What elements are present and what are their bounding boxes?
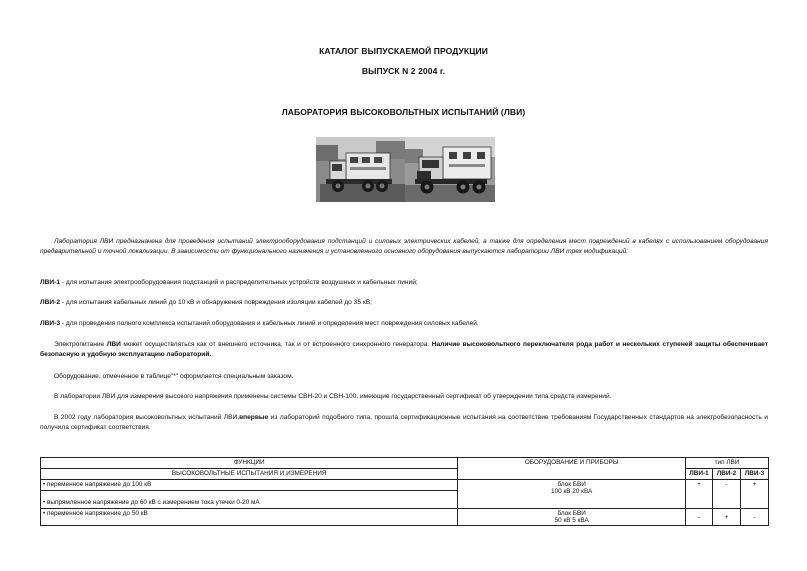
truck-photo-right: [405, 137, 495, 202]
table-row: [41, 509, 769, 526]
mod-code: ЛВИ-3: [40, 320, 60, 327]
power-text-c: может осуществляться как от внешнего источника, так и от встроенного синхронного генератора.: [120, 341, 432, 348]
order-note: Оборудование, отмеченное в таблице"*" оформляется специальным заказом.: [54, 373, 294, 380]
header-type: тип ЛВИ: [686, 458, 769, 469]
row-function: • выпрямленное напряжение до 60 кВ с измерением тока утечки 0-20 мА: [41, 491, 458, 509]
modification-lvi-3: [40, 319, 768, 329]
header-functions: ФУНКЦИИ: [41, 458, 458, 469]
power-text-a: Электропитание: [54, 341, 107, 348]
row-type-1: +: [686, 480, 713, 509]
row-type-2: +: [712, 509, 740, 526]
row-equipment: [458, 509, 686, 526]
cert-text-b: впервые: [239, 414, 269, 421]
cert-text-a: В 2002 году лаборатория высоковольтных испытаний ЛВИ,: [54, 414, 240, 421]
issue-number: ВЫПУСК N 2 2004 г.: [361, 66, 446, 76]
equipment-spec: 100 кВ 20 кВА: [551, 488, 593, 495]
row-type-3: -: [740, 509, 768, 526]
header-equipment: ОБОРУДОВАНИЕ И ПРИБОРЫ: [458, 458, 686, 480]
equipment-table: [40, 457, 769, 526]
row-type-3: +: [740, 480, 768, 509]
catalog-title: КАТАЛОГ ВЫПУСКАЕМОЙ ПРОДУКЦИИ: [319, 46, 488, 56]
mod-code: ЛВИ-2: [40, 299, 60, 306]
truck-photo-left: [316, 137, 406, 202]
type-lvi-1: ЛВИ-1: [686, 469, 713, 480]
row-function: • переменное напряжение до 50 кВ: [41, 509, 458, 526]
type-lvi-3: ЛВИ-3: [740, 469, 768, 480]
section-title: ЛАБОРАТОРИЯ ВЫСОКОВОЛЬТНЫХ ИСПЫТАНИЙ (ЛВИ): [281, 107, 526, 117]
certification-paragraph: [40, 413, 768, 433]
equipment-name: блок БВИ: [557, 481, 586, 488]
equipment-name: блок БВИ: [557, 510, 586, 517]
power-text-b: ЛВИ: [106, 341, 121, 348]
mod-text: - для испытания электрооборудования подстанций и распределительных устройств воздушных и кабельных линий;: [60, 279, 418, 286]
cert-text-c: из лабораторий подобного типа, прошла сертификационные испытания на соответствие требованиям Государственных стандартов на электробезопасность и получила сертификат соответствия.: [40, 414, 768, 431]
modification-lvi-1: [40, 278, 768, 288]
subheader-hv-tests: ВЫСОКОВОЛЬТНЫЕ ИСПЫТАНИЯ И ИЗМЕРЕНИЯ: [41, 469, 458, 480]
intro-paragraph: Лаборатория ЛВИ предназначена для проведения испытаний электрооборудования подстанций и силовых электрических кабелей, а также для определения мест повреждений в кабелях с использованием оборудования предварительной и точной локализации. В зависимости от функционального назначения и установленного основного оборудования выпускаются лаборатории ЛВИ трех модификаций:: [40, 238, 768, 255]
modification-lvi-2: [40, 298, 768, 308]
mod-text: - для проведения полного комплекса испытаний оборудования и кабельных линий и определения мест повреждения силовых кабелей.: [60, 320, 479, 327]
systems-paragraph: В лаборатории ЛВИ для измерения высокого напряжения применены системы СВН-20 и СВН-100, имеющие государственный сертификат об утверждении типа средств измерений.: [54, 393, 612, 400]
row-function: • переменное напряжение до 100 кВ: [41, 480, 458, 491]
table-header-row: [41, 458, 769, 469]
table-row: [41, 480, 769, 491]
row-equipment: [458, 480, 686, 509]
row-type-2: -: [712, 480, 740, 509]
mod-code: ЛВИ-1: [40, 279, 60, 286]
row-type-1: -: [686, 509, 713, 526]
type-lvi-2: ЛВИ-2: [712, 469, 740, 480]
power-text-d: Наличие высоковольтного переключателя рода работ и нескольких ступеней защиты обеспечивает безопасную и удобную эксплуатацию лабораторий.: [40, 341, 768, 358]
power-paragraph: [40, 340, 768, 360]
mod-text: - для испытания кабельных линий до 10 кВ и обнаружения повреждения изоляции кабелей до 35 кВ;: [60, 299, 372, 306]
equipment-spec: 50 кВ 5 кВА: [554, 517, 589, 524]
